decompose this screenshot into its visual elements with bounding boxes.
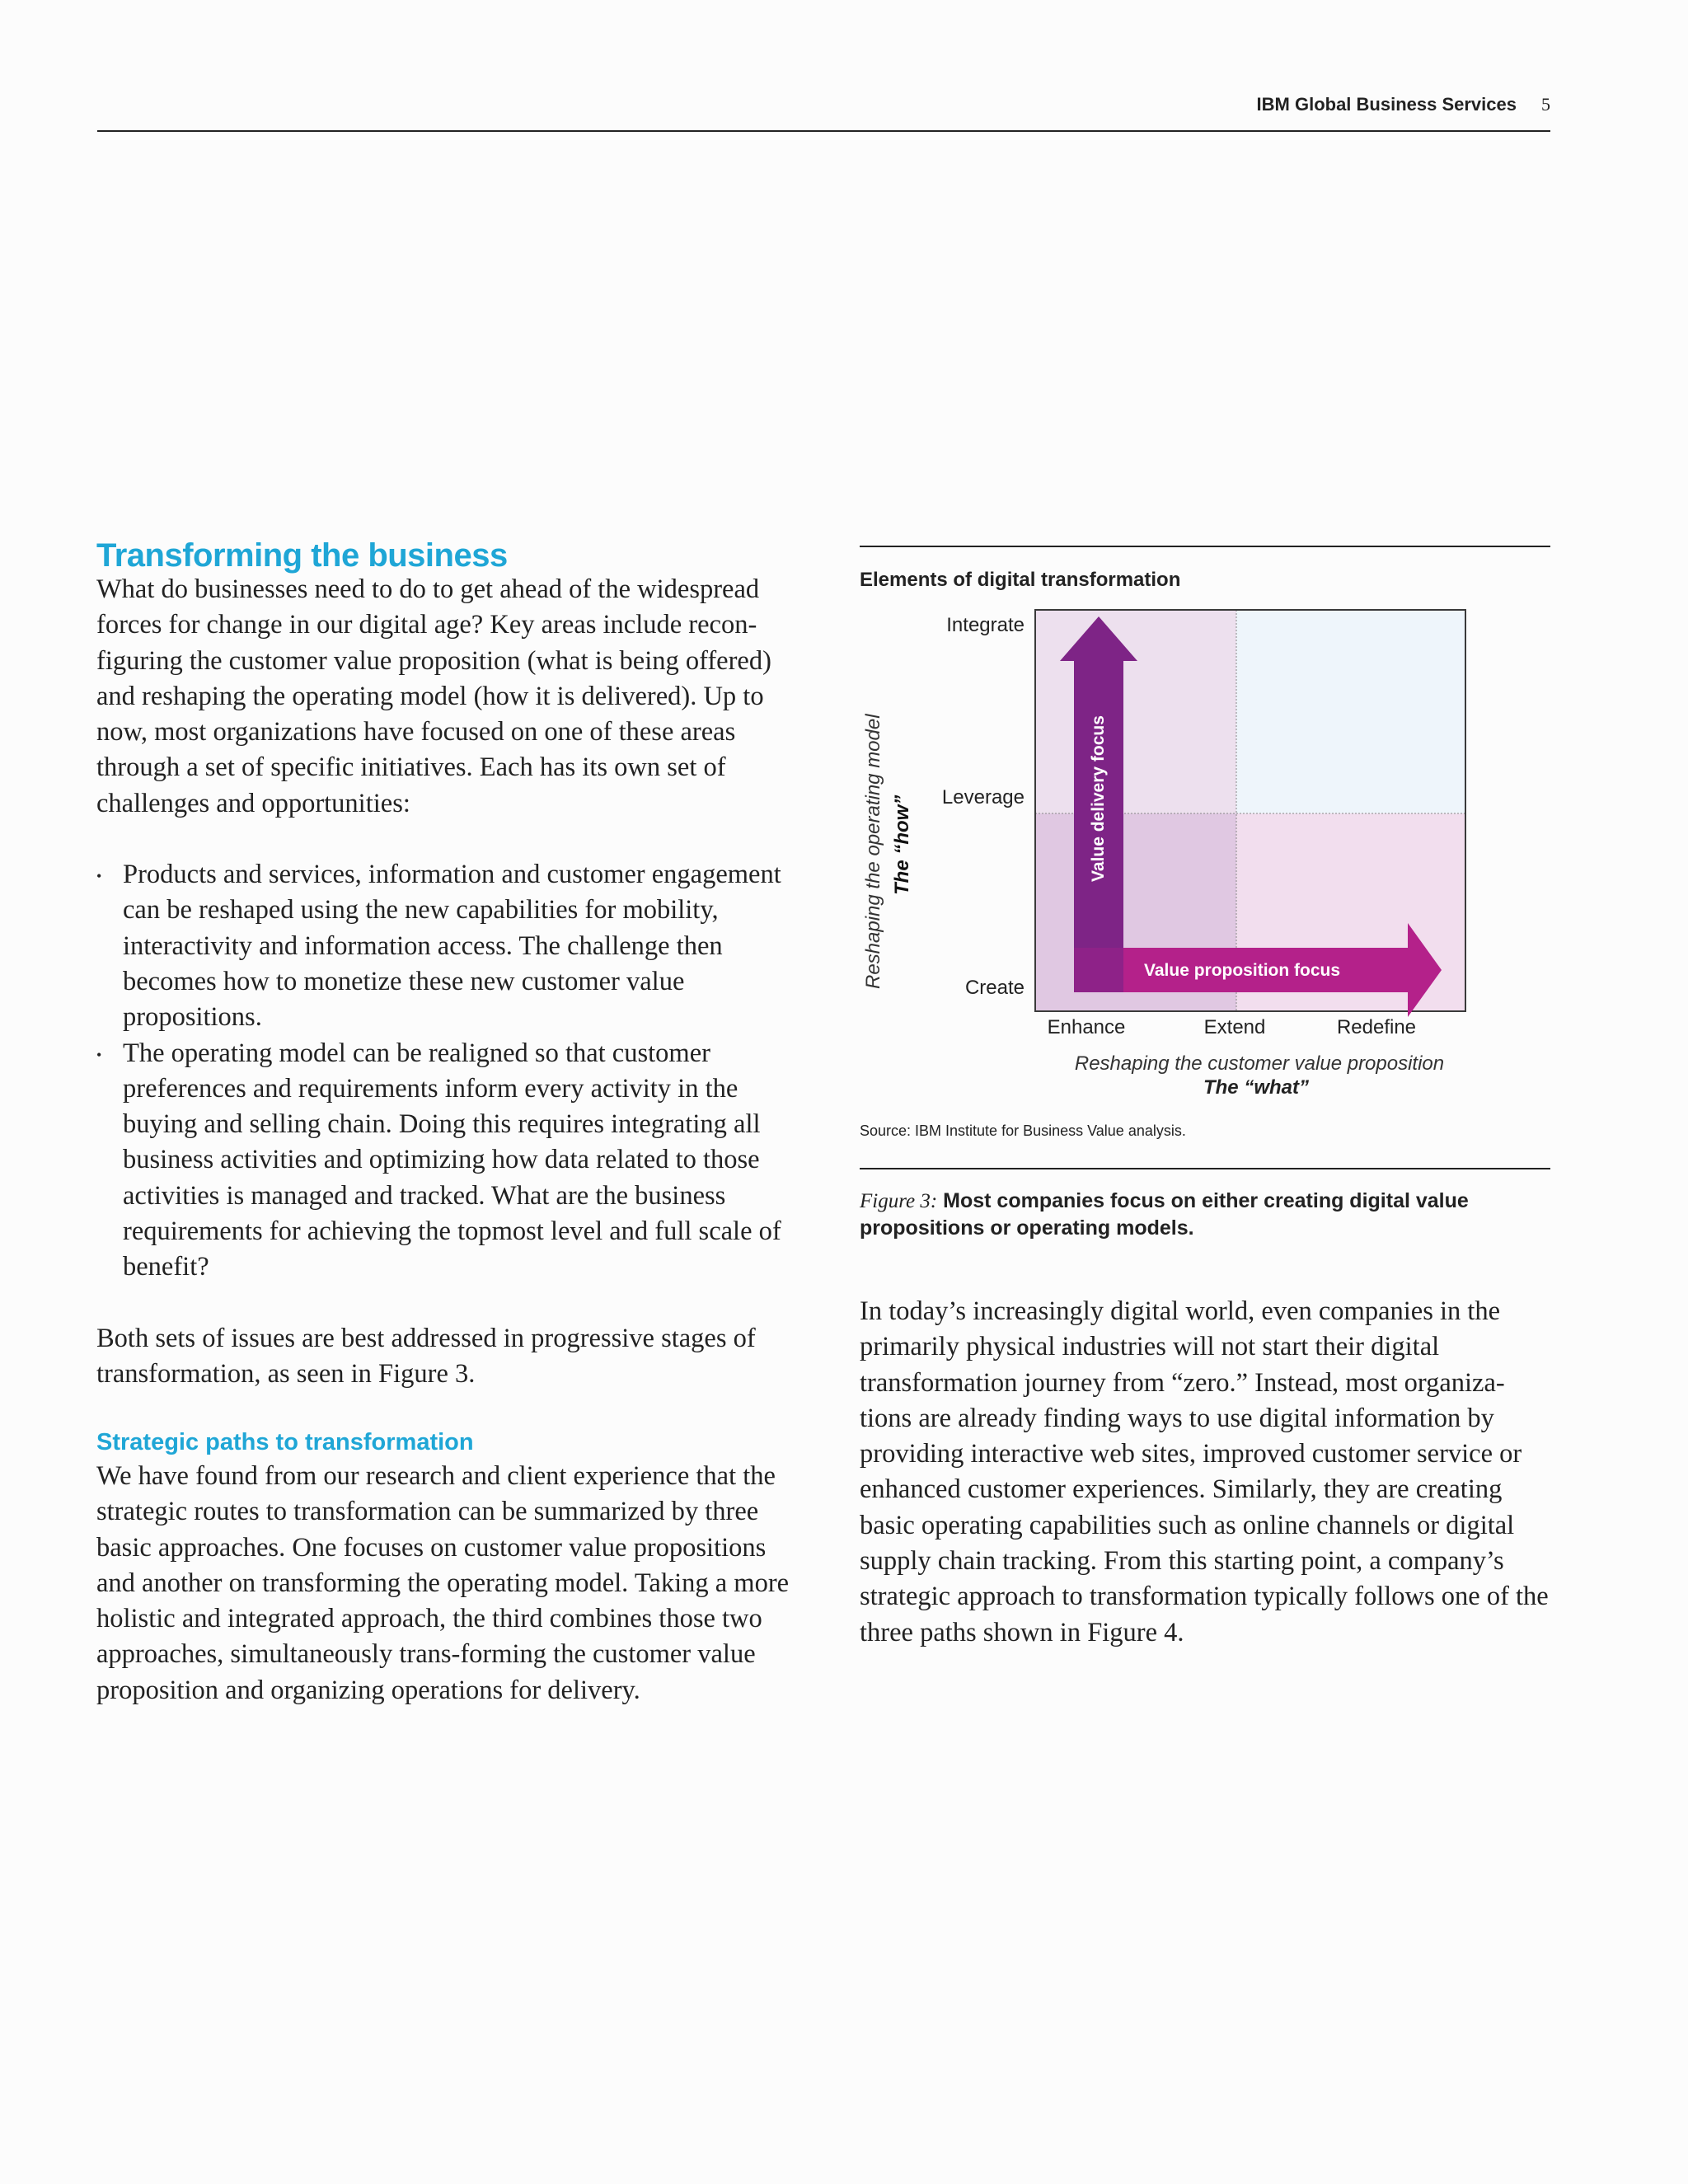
figure-source: Source: IBM Institute for Business Value analysis. (860, 1122, 1186, 1139)
y-axis-sublabel: The “how” (891, 794, 913, 895)
figure-top-rule (860, 546, 1550, 547)
y-level-integrate: Integrate (946, 614, 1025, 636)
figure (860, 546, 1550, 1241)
quadrant-upper-left (1035, 610, 1236, 813)
horizontal-arrow-label: Value proposition focus (1144, 961, 1341, 980)
bullet-item: • The operating model can be realigned so that customer preferences and requirements inform every activity in the buying and selling chain. Doing this requires integrating all business activities and optimizing how data related to those activities is managed and tracked. What are the business requirements for achieving the topmost level and full scale of benefit? (96, 1036, 805, 1286)
page-number: 5 (1541, 94, 1550, 115)
bullet-item: • Products and services, information and customer engagement can be reshaped using the new capabilities for mobility, interactivity and information access. The challenge then becomes how to monetize these new customer value propositions. (96, 857, 805, 1035)
x-level-redefine: Redefine (1336, 1016, 1417, 1038)
header-rule (97, 130, 1550, 132)
subsection-title: Strategic paths to transformation (96, 1429, 474, 1456)
chart-svg (860, 592, 1550, 1078)
bullet-list (96, 857, 805, 1286)
caption-label: Figure 3: (860, 1190, 938, 1212)
figure-title: Elements of digital transformation (860, 569, 1181, 591)
y-level-leverage: Leverage (941, 786, 1025, 808)
caption-text: Most companies focus on either creating digital value propositions or operating models. (860, 1189, 1469, 1240)
running-head (1071, 94, 1550, 115)
arrow-joint (1074, 948, 1123, 992)
x-axis-label: Reshaping the customer value proposition (1074, 1052, 1445, 1075)
right-column-body (860, 1294, 1550, 1651)
section-intro: What do businesses need to do to get ahead of the widespread forces for change in our digital age? Key areas include recon-figuring the customer value proposition (what is being offered) and reshaping the operating model (how it is delivered). Up to now, most organizations have focused on one of these areas through a set of specific initiatives. Each has its own set of challenges and opportunities: (96, 574, 771, 818)
x-level-enhance: Enhance (1047, 1016, 1126, 1038)
y-level-create: Create (964, 977, 1025, 999)
figure-caption (860, 1188, 1550, 1241)
figure-chart (860, 592, 1550, 1078)
section-closing: Both sets of issues are best addressed in progressive stages of transformation, as seen in Figure 3. (96, 1323, 756, 1389)
figure-bottom-rule (860, 1168, 1550, 1169)
section-title: Transforming the business (96, 537, 508, 574)
vertical-arrow-label: Value delivery focus (1089, 715, 1108, 882)
x-axis-sublabel: The “what” (1203, 1076, 1309, 1099)
y-axis-label: Reshaping the operating model (862, 714, 884, 989)
right-body-text: In today’s increasingly digital world, even companies in the primarily physical industries will not start their digital transformation journey from “zero.” Instead, most organiza-tions are already finding ways to use digital information by providing interactive web sites, improved customer service or enhanced customer experiences. Similarly, they are creating basic operating capabilities such as online channels or digital supply chain tracking. From this starting point, a company’s strategic approach to transformation typically follows one of the three paths shown in Figure 4. (860, 1296, 1549, 1647)
left-column (96, 536, 805, 1708)
x-level-extend: Extend (1203, 1016, 1266, 1038)
quadrant-upper-right (1236, 610, 1465, 813)
header-org: IBM Global Business Services (1256, 94, 1517, 115)
subsection-body: We have found from our research and client experience that the strategic routes to transformation can be summarized by three basic approaches. One focuses on customer value propositions and another on transforming the operating model. Taking a more holistic and integrated approach, the third combines those two approaches, simultaneously trans-forming the customer value proposition and organizing operations for delivery. (96, 1460, 790, 1705)
